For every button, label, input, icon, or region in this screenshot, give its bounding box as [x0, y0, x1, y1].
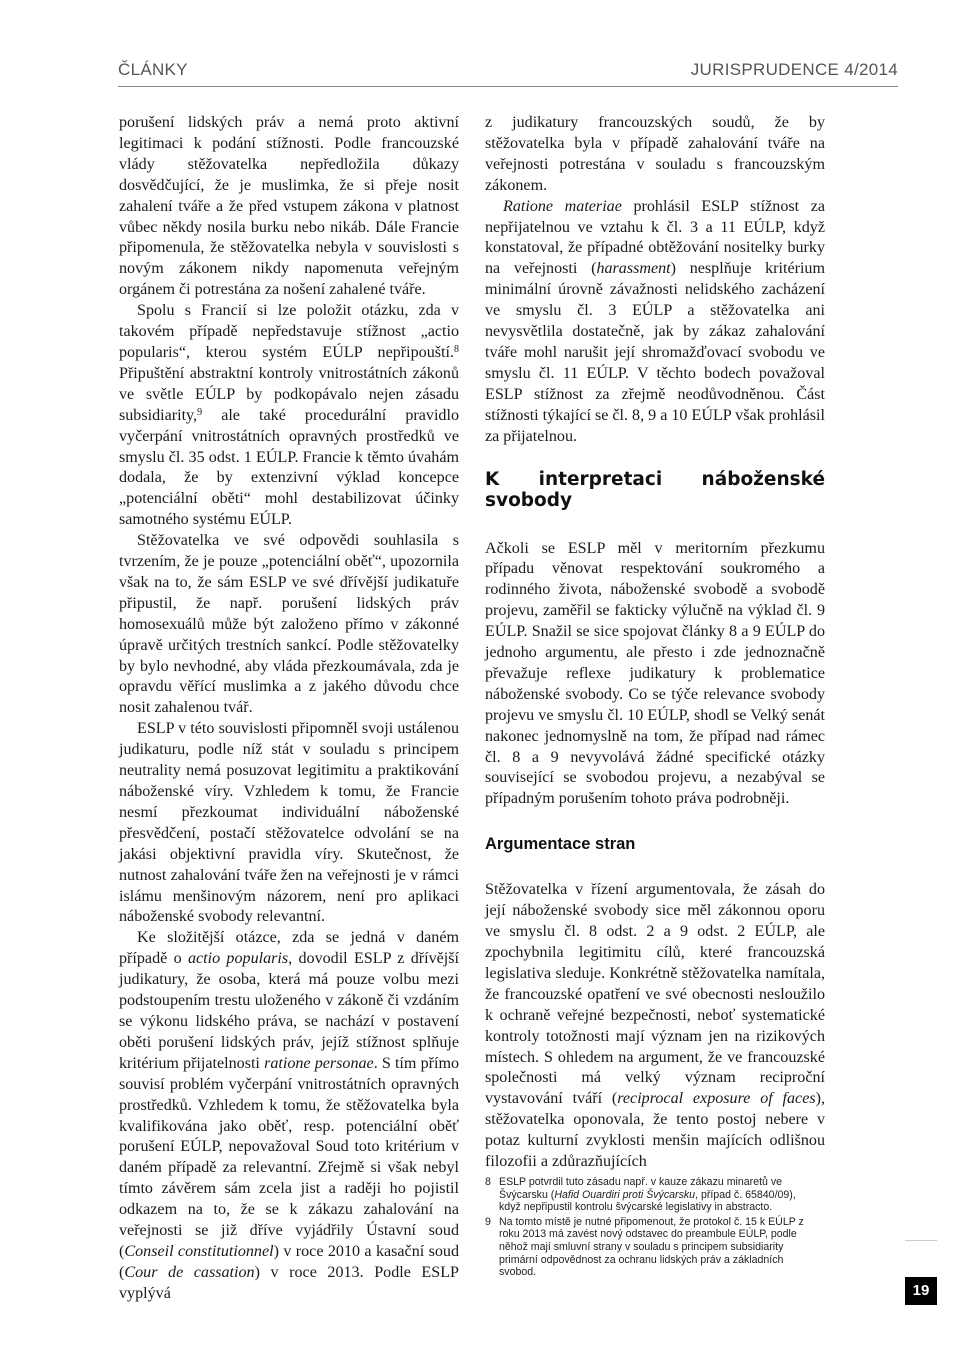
running-header [118, 58, 898, 87]
section-label: ČLÁNKY [118, 60, 188, 79]
footnote-ref-9[interactable]: 9 [197, 406, 203, 418]
subsection-heading: Argumentace stran [485, 835, 636, 854]
footnote-8: 8 ESLP potvrdil tuto zásadu např. v kauze zákazu minaretů ve Švýcarsku (Hafid Ouardiri proti Švýcarsku, případ č. 65840/09), když nepřipustil kontrolu švýcarské legislativy in abstracto. [485, 1176, 796, 1214]
left-column [119, 113, 459, 1305]
paragraph: ESLP v této souvislosti připomněl svoji ustálenou judikaturu, podle níž stát v souladu s principem neutrality nemá posuzovat legitimitu a praktikování náboženské víry. Vzhledem k tomu, že Francie nesmí přezkoumat individuální náboženské přesvědčení, postačí stěžovatelce odvolání se na jakási objektivní pravidla víry. Skutečnost, že nutnost zahalování tváře žen na veřejnosti je v rámci islámu menšinovým názorem, není pro aplikaci náboženské svobody relevantní. [119, 720, 459, 926]
right-column [485, 113, 825, 1173]
paragraph: Ačkoli se ESLP měl v meritorním přezkumu případu věnovat respektování soukromého a rodinného života, náboženské svobodě a svobodě projevu, zaměřil se fakticky výlučně na výklad čl. 9 EÚLP. Snažil se sice spojovat články 8 a 9 EÚLP do jednoho argumentu, ale přesto i zde jednoznačně převažuje reflexe judikatury k problematice náboženské svobody. Co se týče relevance svobody projevu ve smyslu čl. 10 EÚLP, shodl se Velký senát nakonec jednomyslně na tom, že případ nad rámec čl. 8 a 9 nevyvolává žádné specifické otázky související se svobodou projevu, a nezabýval se případným porušením tohoto práva podrobněji. [485, 539, 825, 808]
journal-issue: JURISPRUDENCE 4/2014 [690, 60, 898, 79]
paragraph: z judikatury francouzských soudů, že by stěžovatelka byla v případě zahalování tváře na veřejnosti potrestána v souladu s francouzským zákonem. [485, 114, 825, 194]
paragraph: Ratione materiae prohlásil ESLP stížnost za nepřijatelnou ve vztahu k čl. 3 a 11 EÚLP, když konstatoval, že případné obtěžování nositelky burky na veřejnosti (harassment) nesplňuje kritérium minimální úrovně závažnosti nelidského zacházení ve smyslu čl. 3 EÚLP a stěžovatelka ani nevysvětlila dostatečně, jak by zákaz zahalování tváře mohl narušit její shromažďovací svobodu ve smyslu čl. 11 EÚLP. V těchto bodech považoval ESLP stížnost za zřejmě neodůvodněnou. Část stížnosti týkající se čl. 8, 9 a 10 EÚLP však prohlásil za přijatelnou. [485, 197, 826, 445]
page-marker-rule [905, 1240, 937, 1241]
section-heading: K interpretaci náboženské svobody [485, 468, 825, 511]
paragraph: Stěžovatelka ve své odpovědi souhlasila s tvrzením, že je pouze „potenciální oběť“, upozornila však na to, že sám ESLP ve své dřívější judikatuře připustil, že např. porušení lidských práv homosexuálů může být založeno přímo v zákonné úpravě určitých trestních sankcí. Podle stěžovatelky by bylo nevhodné, aby vláda přezkoumávala, zda je opravdu věřící muslimka a z jakého důvodu chce nosit zahalenou tvář. [119, 532, 459, 717]
footnote-9: 9 Na tomto místě je nutné připomenout, že protokol č. 15 k EÚLP z roku 2013 má zavést nový odstavec do preambule EÚLP, podle něhož mají smluvní strany v souladu s principem subsidiarity primární odpovědnost za ochranu lidských práv a základních svobod. [485, 1215, 804, 1279]
paragraph: Ke složitější otázce, zda se jedná v daném případě o actio popularis, dovodil ESLP z dřívější judikatury, že osoba, která má pouze volbu mezi podstoupením trestu uloženého v zákoně či vzdáním se výkonu lidského práva, se nachází v postavení oběti porušení lidských práv, jejíž stížnost splňuje kritérium přijatelnosti ratione personae. S tím přímo souvisí problém vyčerpání vnitrostátních opravných prostředků. Vzhledem k tomu, že stěžovatelka byla kvalifikována jako oběť, resp. potenciální oběť porušení EÚLP, nepovažoval Soud toto kritérium v daném případě za relevantní. Zřejmě si však nebyl tímto závěrem sám zcela jist a raději ho pojistil odkazem na to, že se k zákazu zahalování na veřejnosti se již dříve vyjádřily Ústavní soud (Conseil constitutionnel) v roce 2010 a kasační soud (Cour de cassation) v roce 2013. Podle ESLP vyplývá [119, 929, 460, 1302]
footnote-ref-8[interactable]: 8 [454, 343, 459, 355]
paragraph: Stěžovatelka v řízení argumentovala, že zásah do její náboženské svobody sice měl zákonnou oporu ve smyslu čl. 8 odst. 2 a 9 odst. 2 EÚLP, ale zpochybnila legitimitu cílů, které francouzská legislativa sleduje. Konkrétně stěžovatelka namítala, že francouzské opatření ve své obecnosti nesloužilo k ochraně veřejné bezpečnosti, neboť systematické kontroly totožnosti mají význam jen na rizikových místech. S ohledem na argument, že ve francouzské společnosti má velký význam reciproční vystavování tváří (reciprocal exposure of faces), stěžovatelka oponovala, že tento postoj nebere v potaz kulturní zvyklosti menšin majících odlišnou filozofii a zdůrazňujících [485, 881, 826, 1171]
paragraph: porušení lidských práv a nemá proto aktivní legitimaci k podání stížnosti. Podle francouzské vlády stěžovatelka nepředložila důkazy dosvědčující, že je muslimka, že si přeje nosit zahalení tváře a že před vstupem zákona v platnost vůbec někdy nosila burku nebo nikáb. Dále Francie připomenula, že stěžovatelka nebyla v souvislosti s novým zákonem nikdy napomenuta veřejným orgánem či potrestána za nošení zahalené tváře. [119, 114, 459, 299]
paragraph: Spolu s Francií si lze položit otázku, zda v takovém případě nepředstavuje stížnost „actio popularis“, kterou systém EÚLP nepřipouští.$^8$ Připuštění abstraktní kontroly vnitrostátních zákonů ve světle EÚLP by podkopávalo nejen zásadu subsidiarity,$^9$ ale také procedurální pravidlo vyčerpání vnitrostátních opravných prostředků ve smyslu čl. 35 odst. 1 EÚLP. Francie k těmto úvahám dodala, že by extenzivní výklad koncepce „potenciální oběti“ mohl destabilizovat účinky samotného systému EÚLP. [119, 302, 459, 529]
footnotes [485, 1176, 820, 1281]
page-number: 19 [905, 1277, 937, 1305]
